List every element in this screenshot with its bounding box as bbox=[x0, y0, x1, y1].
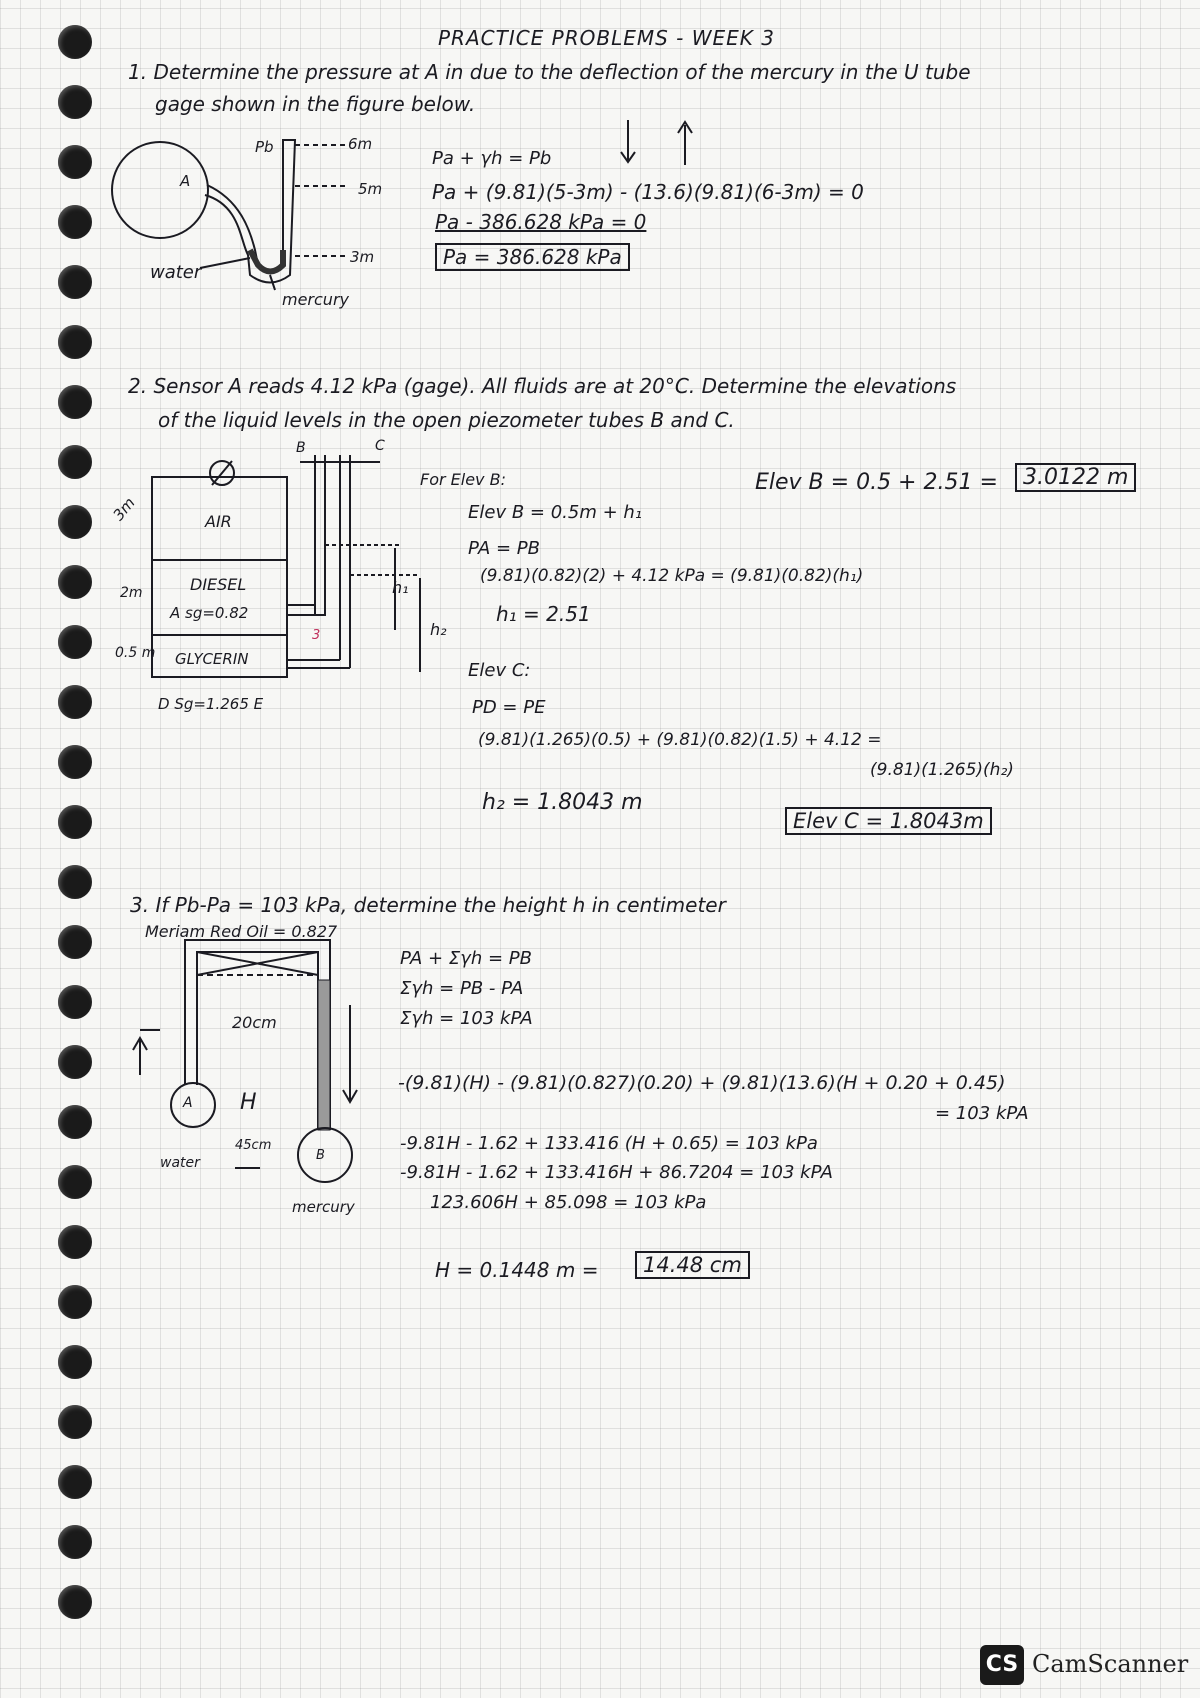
water-pointer bbox=[200, 258, 250, 268]
p3-eq7: 123.606H + 85.098 = 103 kPa bbox=[430, 1192, 707, 1213]
p3-eq4b: = 103 kPA bbox=[935, 1103, 1029, 1124]
fig2-sg-diesel-label: A sg=0.82 bbox=[170, 604, 249, 622]
p2-elev-b-answer: 3.0122 m bbox=[1015, 463, 1136, 492]
p3-eq5: -9.81H - 1.62 + 133.416 (H + 0.65) = 103 kPa bbox=[400, 1133, 818, 1154]
p3-eq4: -(9.81)(H) - (9.81)(0.827)(0.20) + (9.81)(13.6)(H + 0.20 + 0.45) bbox=[398, 1072, 1006, 1094]
p2-elev-b-result: Elev B = 0.5 + 2.51 = bbox=[755, 470, 998, 495]
p3-eq2: Σγh = PB - PA bbox=[400, 978, 524, 999]
problem-3-line-1: 3. If Pb-Pa = 103 kPa, determine the height h in centimeter bbox=[130, 893, 726, 917]
fig2-air-label: AIR bbox=[205, 512, 232, 531]
p2-eq-c1: (9.81)(1.265)(0.5) + (9.81)(0.82)(1.5) + 4.12 = bbox=[478, 730, 882, 750]
fig2-h1-label: h₁ bbox=[392, 578, 409, 597]
gauge-slash bbox=[212, 461, 232, 485]
fig2-h2-label: h₂ bbox=[430, 620, 447, 639]
p3-eq6: -9.81H - 1.62 + 133.416H + 86.7204 = 103 kPA bbox=[400, 1162, 833, 1183]
fig1-3m-label: 3m bbox=[350, 248, 375, 266]
camscanner-brand: CamScanner bbox=[1032, 1650, 1189, 1678]
p3-answer: 14.48 cm bbox=[635, 1251, 750, 1279]
bulb-a bbox=[171, 1083, 215, 1127]
p2-elev-b-eq: Elev B = 0.5m + h₁ bbox=[468, 502, 643, 523]
problem-1-line-2: gage shown in the figure below. bbox=[155, 92, 476, 116]
p2-for-c: Elev C: bbox=[468, 660, 531, 681]
p2-h2: h₂ = 1.8043 m bbox=[482, 790, 643, 815]
problem-2-line-1: 2. Sensor A reads 4.12 kPa (gage). All fluids are at 20°C. Determine the elevations bbox=[128, 374, 957, 398]
p2-eq-b: (9.81)(0.82)(2) + 4.12 kPa = (9.81)(0.82)(h₁) bbox=[480, 566, 864, 586]
fig3-b-label: B bbox=[316, 1148, 325, 1163]
u-tube-figure bbox=[112, 140, 345, 290]
p1-eq1: Pa + γh = Pb bbox=[432, 148, 552, 169]
problem-2-line-2: of the liquid levels in the open piezometer tubes B and C. bbox=[158, 408, 735, 432]
fig3-20cm-label: 20cm bbox=[232, 1013, 277, 1032]
fig2-3m-label: 3m bbox=[109, 493, 139, 525]
fig2-05m-label: 0.5 m bbox=[115, 645, 156, 661]
p3-eq1: PA + Σγh = PB bbox=[400, 948, 532, 969]
fig2-sg-glycerin-label: D Sg=1.265 E bbox=[158, 695, 264, 713]
fig2-b-label: B bbox=[296, 440, 306, 456]
p1-answer: Pa = 386.628 kPa bbox=[435, 243, 630, 271]
p1-eq2: Pa + (9.81)(5-3m) - (13.6)(9.81)(6-3m) = 0 bbox=[432, 180, 864, 204]
tank-figure bbox=[152, 455, 420, 677]
p3-eq8: H = 0.1448 m = bbox=[435, 1258, 599, 1282]
p2-eq-c2: (9.81)(1.265)(h₂) bbox=[870, 760, 1014, 780]
fig2-2m-label: 2m bbox=[120, 585, 143, 601]
fig2-diesel-label: DIESEL bbox=[190, 575, 247, 594]
inverted-u-outer bbox=[185, 940, 330, 1130]
fig2-c-label: C bbox=[375, 438, 385, 454]
fig2-point3-label: 3 bbox=[312, 628, 321, 643]
fig3-mercury-label: mercury bbox=[292, 1198, 355, 1216]
fig1-mercury-label: mercury bbox=[282, 290, 349, 309]
p3-eq3: Σγh = 103 kPA bbox=[400, 1008, 533, 1029]
p2-pa-pb: PA = PB bbox=[468, 538, 540, 559]
fig3-a-label: A bbox=[183, 1095, 193, 1111]
fig3-water-label: water bbox=[160, 1155, 200, 1171]
camscanner-logo: CS bbox=[980, 1645, 1024, 1685]
tube-c-connection bbox=[287, 660, 350, 668]
mercury-fill bbox=[250, 250, 283, 272]
problem-3-line-2: Meriam Red Oil = 0.827 bbox=[145, 922, 338, 941]
p1-eq3: Pa - 386.628 kPa = 0 bbox=[435, 210, 647, 234]
fig1-a-label: A bbox=[180, 172, 191, 190]
mercury-column bbox=[318, 980, 330, 1130]
fig3-h-label: H bbox=[240, 1090, 257, 1115]
arrows-p1 bbox=[621, 120, 692, 165]
p2-h1: h₁ = 2.51 bbox=[496, 602, 591, 626]
page-title: PRACTICE PROBLEMS - WEEK 3 bbox=[438, 26, 776, 50]
tube-b-connection bbox=[287, 605, 325, 615]
fig3-45cm-label: 45cm bbox=[235, 1138, 272, 1153]
fig1-pb-label: Pb bbox=[255, 138, 274, 156]
p2-for-b: For Elev B: bbox=[420, 470, 506, 489]
p2-elev-c-answer: Elev C = 1.8043m bbox=[785, 807, 992, 835]
fig1-5m-label: 5m bbox=[358, 180, 383, 198]
tank-a bbox=[112, 142, 208, 238]
fig2-glycerin-label: GLYCERIN bbox=[175, 650, 249, 668]
p2-pd-pe: PD = PE bbox=[472, 697, 546, 718]
fig1-6m-label: 6m bbox=[348, 135, 373, 153]
fig1-water-label: water bbox=[150, 262, 202, 283]
bulb-b bbox=[298, 1128, 352, 1182]
problem-1-line-1: 1. Determine the pressure at A in due to the deflection of the mercury in the U tube bbox=[128, 60, 971, 84]
